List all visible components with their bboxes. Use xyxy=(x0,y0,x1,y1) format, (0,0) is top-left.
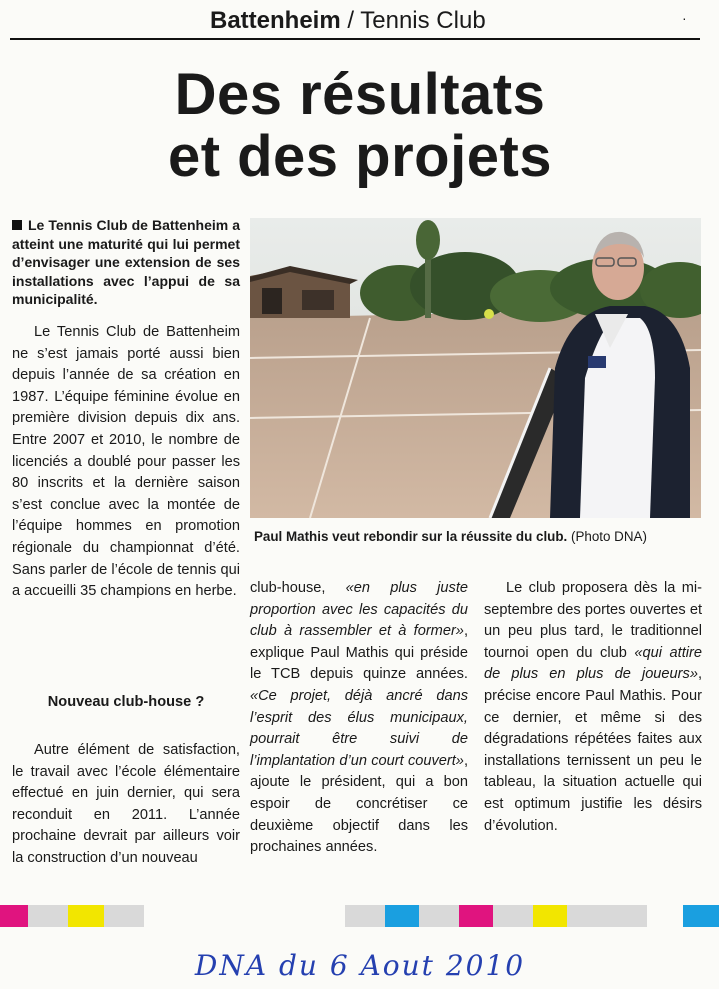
body-paragraph: Autre élément de satisfaction, le travail avec l’école élémentaire effectué en juin dernier, qui sera reconduit en 2011. L’année prochaine devrait par ailleurs voir la construction d’un nouveau xyxy=(12,742,240,866)
body-paragraph xyxy=(484,578,702,837)
margin-dot: · xyxy=(682,10,687,26)
body-paragraph: Le Tennis Club de Battenheim ne s’est jamais porté aussi bien depuis l’année de sa création en 1987. L’équipe féminine évolue en première division depuis dix ans. Entre 2007 et 2010, le nombre de licenciés a doublé pour passer les 80 inscrits et la dernière saison s’est conclue avec la montée de l’équipe hommes en promotion régionale du championnat d’été. Sans parler de l’école de tennis qui a accueilli 35 champions en herbe. xyxy=(12,324,240,600)
subheading: Nouveau club-house ? xyxy=(47,694,205,710)
color-bar-cyan xyxy=(385,905,419,927)
caption-text: Paul Mathis veut rebondir sur la réussite du club. xyxy=(254,529,568,544)
bullet-square-icon xyxy=(12,220,22,230)
body-text: , précise encore Paul Mathis. Pour ce dernier, et même si des dégradations répétées faites aux installations ternissent un peu le tableau, la situation actuelle qui est optimum justifie les désirs d’évolution. xyxy=(484,666,702,834)
section-location: Battenheim xyxy=(210,7,341,34)
body-text: Le club proposera dès la mi-septembre des portes ouvertes et un peu plus tard, le traditionnel tournoi open du club xyxy=(484,580,702,661)
column-1-paragraph-2 xyxy=(12,740,240,870)
color-bar-grey xyxy=(28,905,68,927)
header-rule xyxy=(10,38,700,40)
section-separator: / xyxy=(340,7,361,34)
column-3 xyxy=(484,578,702,837)
color-bar-grey xyxy=(419,905,459,927)
quote: «qui attire de plus en plus de joueurs» xyxy=(484,644,702,683)
headline xyxy=(60,64,660,188)
color-bar-grey xyxy=(607,905,647,927)
color-bar-grey xyxy=(345,905,385,927)
color-bar-grey xyxy=(104,905,144,927)
color-bar-magenta xyxy=(0,905,28,927)
column-1-paragraph-1 xyxy=(12,322,240,603)
body-text: club-house, xyxy=(250,580,346,596)
color-bar-grey xyxy=(493,905,533,927)
lead-paragraph xyxy=(12,216,240,309)
photo-caption xyxy=(254,528,694,546)
section-header xyxy=(210,6,486,36)
color-bar-magenta xyxy=(459,905,493,927)
body-text: , explique Paul Mathis qui préside le TCB depuis quinze années. xyxy=(250,623,468,683)
section-name: Tennis Club xyxy=(360,7,486,34)
quote: «en plus juste proportion avec les capacités du club à rassembler et à former» xyxy=(250,580,468,640)
handwritten-date-note: DNA du 6 Aout 2010 xyxy=(194,949,526,982)
body-text: , ajoute le président, qui a bon espoir de concrétiser ce deuxième objectif dans les prochaines années. xyxy=(250,752,468,856)
headline-line-1: Des résultats xyxy=(174,62,546,127)
article-photo xyxy=(250,218,701,518)
quote: «Ce projet, déjà ancré dans l’esprit des élus municipaux, pourrait être suivi de l’implantation d’un court couvert» xyxy=(250,687,468,769)
lead-text: Le Tennis Club de Battenheim a atteint une maturité qui lui permet d’envisager une extension de ses installations avec l’appui de sa municipalité. xyxy=(12,217,240,308)
column-2 xyxy=(250,578,468,859)
color-bar-cyan xyxy=(683,905,719,927)
color-bar-yellow xyxy=(533,905,567,927)
photo-credit: (Photo DNA) xyxy=(571,529,647,544)
color-bar-grey xyxy=(567,905,607,927)
tennis-court-photo xyxy=(250,218,701,518)
headline-line-2: et des projets xyxy=(167,124,553,189)
body-paragraph xyxy=(250,578,468,859)
color-bar-yellow xyxy=(68,905,104,927)
